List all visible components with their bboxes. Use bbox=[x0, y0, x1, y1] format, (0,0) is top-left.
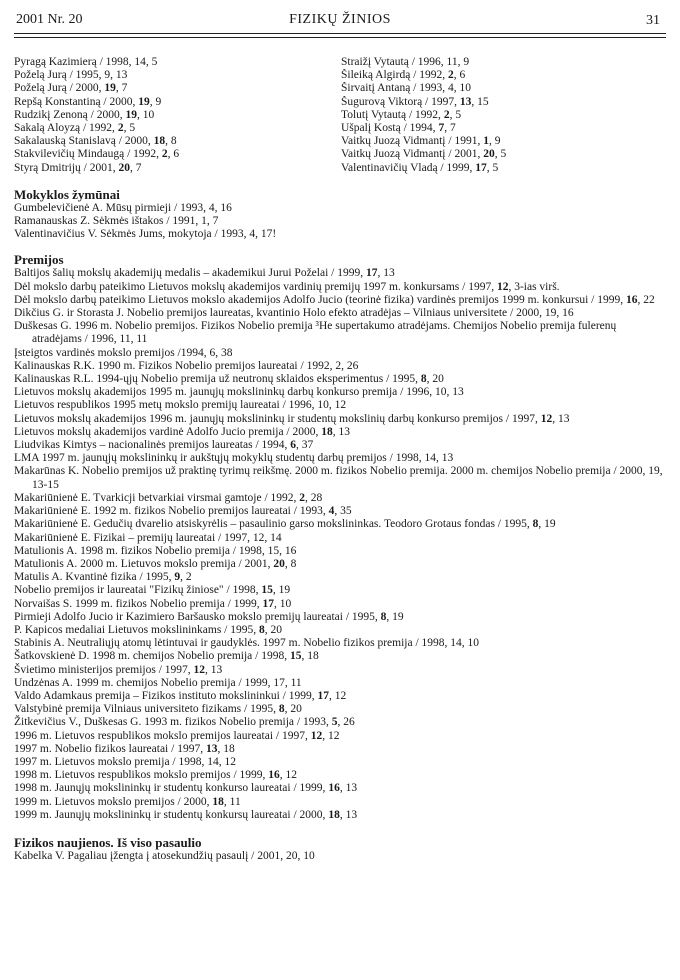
name-list-columns bbox=[14, 56, 666, 175]
entry-page: , 20 bbox=[426, 373, 444, 386]
entry-volume: 17 bbox=[317, 689, 329, 702]
entry-volume: 16 bbox=[328, 782, 340, 795]
entry-page: , 18 bbox=[301, 650, 319, 663]
entry-text: Duškesas G. 1996 m. Nobelio premijos. Fizikos Nobelio premija ³He supertakumo atradėjams. Chemijos Nobelio premija fulerenų atradėjams / 1996, 11, 11 bbox=[14, 320, 617, 346]
entry-volume: 18 bbox=[321, 425, 333, 438]
entry-page: , 3-ias virš. bbox=[508, 280, 560, 293]
entry-text: Undzėnas A. 1999 m. chemijos Nobelio premija / 1999, 17, 11 bbox=[14, 676, 302, 689]
entry-text: Valentinavičių Vladą / 1999, bbox=[341, 161, 476, 174]
entry-volume: 15 bbox=[261, 584, 273, 597]
list-item bbox=[14, 677, 666, 690]
entry-volume: 20 bbox=[273, 557, 285, 570]
section-heading-premijos: Premijos bbox=[14, 252, 64, 268]
entry-text: Lietuvos mokslų akademijos 1996 m. jaunųjų mokslininkų ir studentų mokslinių darbų konkurso premijos / 1997, bbox=[14, 412, 541, 425]
entry-page: , 28 bbox=[305, 491, 323, 504]
entry-volume: 12 bbox=[496, 280, 509, 293]
entry-volume: 19 bbox=[138, 95, 150, 108]
list-item bbox=[14, 756, 666, 769]
list-item bbox=[14, 294, 666, 307]
entry-page: , 15 bbox=[471, 95, 489, 108]
entry-volume: 18 bbox=[328, 808, 340, 821]
name-entry bbox=[14, 109, 339, 122]
entry-text: Lietuvos respublikos 1995 metų mokslo premijų laureatai / 1996, 10, 12 bbox=[14, 399, 347, 412]
entry-page: , 26 bbox=[337, 716, 355, 729]
list-item bbox=[14, 492, 666, 505]
name-entry bbox=[341, 122, 666, 135]
entry-page: , 22 bbox=[637, 293, 655, 306]
list-item bbox=[14, 850, 666, 863]
entry-text: Makariūnienė E. 1992 m. fizikos Nobelio premijos laureatai / 1993, bbox=[14, 505, 329, 518]
entry-page: , 11 bbox=[223, 795, 241, 808]
list-item bbox=[14, 215, 666, 228]
issue-label: 2001 Nr. 20 bbox=[16, 12, 83, 27]
entry-text: Dikčius G. ir Storasta J. Nobelio premijos laureatas, kvantinio Holo efekto atradėjas – Vilniaus universitete / 2000, 19, 16 bbox=[14, 307, 574, 320]
list-item bbox=[14, 809, 666, 822]
entry-volume: 9 bbox=[174, 571, 181, 584]
entry-page: , 2 bbox=[180, 571, 192, 584]
fizikos-list bbox=[14, 850, 666, 863]
entry-text: Stakvilevičių Mindaugą / 1992, bbox=[14, 148, 162, 161]
entry-page: , 12 bbox=[279, 769, 298, 782]
journal-title: FIZIKŲ ŽINIOS bbox=[289, 12, 391, 27]
entry-page: , 13 bbox=[377, 267, 395, 280]
entry-text: Kabelka V. Pagaliau įžengta į atosekundžių pasaulį / 2001, 20, 10 bbox=[14, 849, 315, 862]
list-item bbox=[14, 202, 666, 215]
list-item bbox=[14, 598, 666, 611]
entry-text: 1997 m. Nobelio fizikos laureatai / 1997, bbox=[14, 742, 206, 755]
entry-volume: 15 bbox=[289, 650, 302, 663]
entry-text: Valstybinė premija Vilniaus universiteto fizikams / 1995, bbox=[14, 703, 279, 716]
list-item bbox=[14, 281, 666, 294]
header-rule-top bbox=[14, 33, 666, 34]
entry-text: LMA 1997 m. jaunųjų mokslininkų ir aukštųjų mokyklų studentų darbų premijos / 1998, 14, 13 bbox=[14, 452, 454, 465]
entry-text: Gumbelevičienė A. Mūsų pirmieji / 1993, 4, 16 bbox=[14, 201, 232, 214]
entry-page: , 13 bbox=[339, 808, 358, 821]
page-header bbox=[14, 10, 666, 30]
entry-volume: 17 bbox=[365, 267, 378, 280]
entry-volume: 17 bbox=[475, 161, 487, 174]
entry-text: Matulis A. Kvantinė fizika / 1995, bbox=[14, 571, 175, 584]
entry-text: Makarūnas K. Nobelio premijos už praktinę tyrimų reikšmę. 2000 m. fizikos Nobelio premija. 2000 m. chemijos Nobelio premija / 2000, 19, 13-15 bbox=[14, 465, 663, 491]
entry-volume: 13 bbox=[459, 95, 472, 108]
entry-text: Sakalą Aloyzą / 1992, bbox=[14, 122, 118, 135]
entry-text: Dėl mokslo darbų pateikimo Lietuvos mokslo akademijos Adolfo Jucio (teorinė fizika) vardinės premijos 1999 m. konkursui / 1999, bbox=[14, 293, 626, 306]
entry-text: Širvaitį Antaną / 1993, 4, 10 bbox=[341, 82, 472, 95]
name-list-right bbox=[339, 56, 666, 175]
entry-volume: 12 bbox=[540, 412, 553, 425]
mokyklos-list bbox=[14, 202, 666, 242]
entry-volume: 8 bbox=[420, 373, 427, 386]
entry-volume: 2 bbox=[117, 122, 124, 135]
entry-volume: 18 bbox=[153, 135, 166, 148]
entry-text: 1999 m. Jaunųjų mokslininkų ir studentų konkursų laureatai / 2000, bbox=[14, 808, 329, 821]
entry-page: , 18 bbox=[217, 742, 235, 755]
list-item bbox=[14, 307, 666, 320]
entry-text: Lietuvos mokslų akademijos 1995 m. jaunųjų mokslininkų darbų konkurso premija / 1996, 10, 13 bbox=[14, 386, 464, 399]
name-entry bbox=[14, 96, 339, 109]
entry-volume: 18 bbox=[212, 795, 224, 808]
entry-page: , 12 bbox=[328, 689, 347, 702]
entry-page: , 19 bbox=[272, 584, 291, 597]
entry-text: Matulionis A. 2000 m. Lietuvos mokslo premija / 2001, bbox=[14, 557, 274, 570]
entry-page: , 5 bbox=[494, 148, 507, 161]
entry-page: , 13 bbox=[205, 663, 223, 676]
name-entry bbox=[341, 148, 666, 161]
header-rule-bottom bbox=[14, 37, 666, 38]
entry-volume: 8 bbox=[532, 518, 539, 531]
list-item bbox=[14, 399, 666, 412]
entry-page: , 10 bbox=[274, 597, 292, 610]
list-item bbox=[14, 690, 666, 703]
entry-text: Lietuvos mokslų akademijos vardinė Adolfo Jucio premija / 2000, bbox=[14, 425, 322, 438]
name-entry bbox=[341, 135, 666, 148]
entry-page: , 20 bbox=[284, 703, 302, 716]
entry-page: , 9 bbox=[149, 95, 162, 108]
entry-page: , 20 bbox=[264, 623, 282, 636]
entry-volume: 20 bbox=[483, 148, 495, 161]
entry-text: 1999 m. Lietuvos mokslo premijos / 2000, bbox=[14, 795, 213, 808]
entry-volume: 2 bbox=[161, 148, 168, 161]
list-item bbox=[14, 426, 666, 439]
list-item bbox=[14, 532, 666, 545]
name-entry bbox=[341, 162, 666, 175]
entry-volume: 6 bbox=[290, 439, 297, 452]
entry-text: 1998 m. Lietuvos respublikos mokslo premijos / 1999, bbox=[14, 769, 269, 782]
entry-text: Nobelio premijos ir laureatai "Fizikų žiniose" / 1998, bbox=[14, 584, 262, 597]
entry-text: Švietimo ministerijos premijos / 1997, bbox=[14, 663, 194, 676]
entry-volume: 2 bbox=[443, 108, 450, 121]
entry-page: , 13 bbox=[552, 412, 570, 425]
section-heading-mokyklos: Mokyklos žymūnai bbox=[14, 186, 120, 202]
entry-page: , 8 bbox=[165, 135, 177, 148]
page-number: 31 bbox=[646, 13, 660, 28]
list-item bbox=[14, 703, 666, 716]
entry-text: Pyragą Kazimierą / 1998, 14, 5 bbox=[14, 56, 158, 68]
entry-text: 1996 m. Lietuvos respublikos mokslo premijos laureatai / 1997, bbox=[14, 729, 311, 742]
list-item bbox=[14, 360, 666, 373]
list-item bbox=[14, 413, 666, 426]
name-entry bbox=[341, 82, 666, 95]
entry-page: , 37 bbox=[296, 439, 314, 452]
entry-text: Stabinis A. Neutraliųjų atomų lėtintuvai ir gaudyklės. 1997 m. Nobelio fizikos premija / 1998, 14, 10 bbox=[14, 637, 480, 650]
entry-text: Kalinauskas R.K. 1990 m. Fizikos Nobelio premijos laureatai / 1992, 2, 26 bbox=[14, 359, 359, 372]
list-item bbox=[14, 730, 666, 743]
entry-volume: 4 bbox=[328, 505, 335, 518]
name-entry bbox=[341, 109, 666, 122]
entry-volume: 7 bbox=[438, 122, 445, 135]
entry-page: , 19 bbox=[386, 610, 404, 623]
entry-page: , 10 bbox=[136, 108, 155, 121]
entry-page: , 13 bbox=[332, 425, 351, 438]
entry-volume: 2 bbox=[448, 69, 454, 82]
entry-volume: 16 bbox=[268, 769, 280, 782]
list-item bbox=[14, 782, 666, 795]
entry-text: Matulionis A. 1998 m. fizikos Nobelio premija / 1998, 15, 16 bbox=[14, 544, 297, 557]
name-entry bbox=[14, 148, 339, 161]
entry-text: Valentinavičius V. Sėkmės Jums, mokytoja / 1993, 4, 17! bbox=[14, 228, 277, 241]
index-content bbox=[14, 56, 666, 863]
entry-page: , 35 bbox=[334, 505, 352, 518]
list-item bbox=[14, 743, 666, 756]
entry-text: P. Kapicos medaliai Lietuvos mokslininkams / 1995, bbox=[14, 623, 259, 636]
list-item bbox=[14, 716, 666, 729]
section-heading-fizikos: Fizikos naujienos. Iš viso pasaulio bbox=[14, 834, 202, 850]
name-entry bbox=[14, 56, 339, 69]
entry-page: , 7 bbox=[115, 82, 128, 95]
entry-volume: 17 bbox=[262, 597, 274, 610]
entry-volume: 19 bbox=[104, 82, 116, 95]
entry-page: , 5 bbox=[123, 122, 136, 135]
list-item bbox=[14, 439, 666, 452]
entry-volume: 19 bbox=[125, 108, 137, 121]
entry-volume: 20 bbox=[118, 161, 130, 174]
entry-text: Rudzikį Zenoną / 2000, bbox=[14, 108, 126, 121]
entry-page: , 12 bbox=[322, 729, 340, 742]
name-entry bbox=[341, 96, 666, 109]
list-item bbox=[14, 796, 666, 809]
list-item bbox=[14, 558, 666, 571]
entry-volume: 13 bbox=[205, 742, 218, 755]
entry-volume: 2 bbox=[299, 491, 306, 504]
entry-text: Sakalauską Stanislavą / 2000, bbox=[14, 135, 154, 148]
entry-text: Vaitkų Juozą Vidmantį / 1991, bbox=[341, 135, 484, 148]
name-entry bbox=[14, 82, 339, 95]
entry-volume: 8 bbox=[380, 610, 387, 623]
entry-volume: 8 bbox=[259, 623, 265, 636]
entry-text: Šileiką Algirdą / 1992, bbox=[341, 69, 449, 82]
entry-page: , 6 bbox=[167, 148, 180, 161]
entry-text: Įsteigtos vardinės mokslo premijos /1994, 6, 38 bbox=[14, 346, 233, 359]
list-item bbox=[14, 347, 666, 360]
entry-text: Styrą Dmitrijų / 2001, bbox=[14, 161, 119, 174]
entry-text: Makariūnienė E. Fizikai – premijų laureatai / 1997, 12, 14 bbox=[14, 531, 282, 544]
entry-volume: 16 bbox=[625, 293, 638, 306]
list-item bbox=[14, 624, 666, 637]
list-item bbox=[14, 505, 666, 518]
name-list-left bbox=[14, 56, 339, 175]
name-entry bbox=[14, 122, 339, 135]
entry-volume: 5 bbox=[331, 716, 338, 729]
list-item bbox=[14, 465, 666, 491]
entry-page: , 8 bbox=[284, 557, 297, 570]
entry-text: Norvaišas S. 1999 m. fizikos Nobelio premija / 1999, bbox=[14, 597, 263, 610]
list-item bbox=[14, 584, 666, 597]
entry-text: Vaitkų Juozą Vidmantį / 2001, bbox=[341, 148, 484, 161]
entry-volume: 8 bbox=[278, 703, 285, 716]
list-item bbox=[14, 650, 666, 663]
list-item bbox=[14, 545, 666, 558]
name-entry bbox=[14, 162, 339, 175]
entry-page: , 19 bbox=[538, 518, 556, 531]
entry-text: Ramanauskas Z. Sėkmės ištakos / 1991, 1, 7 bbox=[14, 215, 219, 228]
entry-text: Šugurovą Viktorą / 1997, bbox=[341, 95, 460, 108]
premijos-list bbox=[14, 267, 666, 822]
entry-text: Šatkovskienė D. 1998 m. chemijos Nobelio premija / 1998, bbox=[14, 650, 290, 663]
entry-page: , 5 bbox=[449, 108, 462, 121]
entry-text: Makariūnienė E. Tvarkicji betvarkiai virsmai gamtoje / 1992, bbox=[14, 491, 300, 504]
name-entry bbox=[341, 56, 666, 69]
entry-text: Liudvikas Kimtys – nacionalinės premijos laureatas / 1994, bbox=[14, 439, 291, 452]
list-item bbox=[14, 228, 666, 241]
entry-page: , 13 bbox=[339, 782, 358, 795]
entry-text: Poželą Jurą / 2000, bbox=[14, 82, 105, 95]
entry-text: Ušpalį Kostą / 1994, bbox=[341, 122, 439, 135]
name-entry bbox=[341, 69, 666, 82]
list-item bbox=[14, 373, 666, 386]
list-item bbox=[14, 611, 666, 624]
entry-text: Baltijos šalių mokslų akademijų medalis – akademikui Jurui Poželai / 1999, bbox=[14, 267, 366, 280]
entry-page: , 5 bbox=[486, 161, 499, 174]
entry-text: Kalinauskas R.L. 1994-ųjų Nobelio premija už neutronų sklaidos eksperimentus / 1995, bbox=[14, 373, 421, 386]
entry-page: , 6 bbox=[453, 69, 466, 82]
list-item bbox=[14, 267, 666, 280]
entry-text: Tolutį Vytautą / 1992, bbox=[341, 108, 444, 121]
entry-text: Repšą Konstantiną / 2000, bbox=[14, 95, 139, 108]
entry-text: Pirmieji Adolfo Jucio ir Kazimiero Baršausko mokslo premijų laureatai / 1995, bbox=[14, 610, 381, 623]
entry-text: Poželą Jurą / 1995, 9, 13 bbox=[14, 69, 128, 82]
name-entry bbox=[14, 135, 339, 148]
entry-volume: 12 bbox=[193, 663, 206, 676]
entry-page: , 9 bbox=[488, 135, 501, 148]
entry-volume: 12 bbox=[310, 729, 323, 742]
entry-page: , 7 bbox=[444, 122, 456, 135]
entry-text: 1998 m. Jaunųjų mokslininkų ir studentų konkurso laureatai / 1999, bbox=[14, 782, 329, 795]
list-item bbox=[14, 386, 666, 399]
entry-text: Žitkevičius V., Duškesas G. 1993 m. fizikos Nobelio premija / 1993, bbox=[14, 716, 332, 729]
entry-text: Straižį Vytautą / 1996, 11, 9 bbox=[341, 56, 470, 68]
entry-text: Dėl mokslo darbų pateikimo Lietuvos mokslų akademijos vardinių premijų 1997 m. konkursams / 1997, bbox=[14, 280, 497, 293]
list-item bbox=[14, 769, 666, 782]
list-item bbox=[14, 664, 666, 677]
name-entry bbox=[14, 69, 339, 82]
list-item bbox=[14, 518, 666, 531]
entry-text: Valdo Adamkaus premija – Fizikos instituto mokslininkui / 1999, bbox=[14, 689, 318, 702]
list-item bbox=[14, 452, 666, 465]
entry-page: , 7 bbox=[129, 161, 142, 174]
list-item bbox=[14, 320, 666, 346]
entry-text: 1997 m. Lietuvos mokslo premija / 1998, 14, 12 bbox=[14, 755, 236, 768]
entry-text: Makariūnienė E. Gedučių dvarelio atsiskyrėlis – pasaulinio garso mokslininkas. Teodoro Grotaus fondas / 1995, bbox=[14, 518, 533, 531]
list-item bbox=[14, 637, 666, 650]
list-item bbox=[14, 571, 666, 584]
entry-volume: 1 bbox=[483, 135, 489, 148]
